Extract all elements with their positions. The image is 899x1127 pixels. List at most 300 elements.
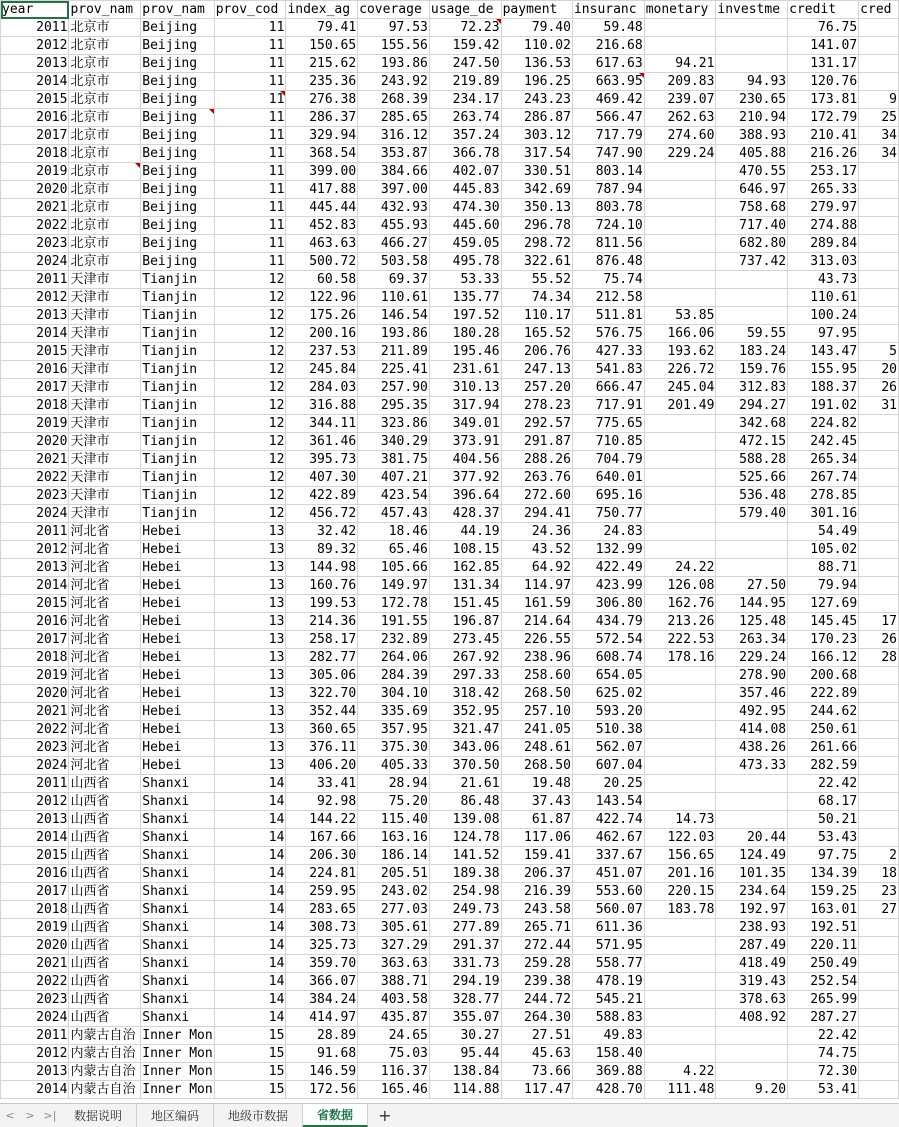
table-cell[interactable]: 239.38 bbox=[501, 973, 572, 991]
table-cell[interactable]: 64.92 bbox=[501, 559, 572, 577]
table-cell[interactable]: 山西省 bbox=[69, 901, 141, 919]
table-cell[interactable] bbox=[716, 1063, 788, 1081]
table-cell[interactable] bbox=[859, 271, 899, 289]
table-cell[interactable] bbox=[859, 253, 899, 271]
column-header-cell[interactable]: credit bbox=[788, 1, 859, 19]
table-cell[interactable]: 11 bbox=[214, 127, 286, 145]
table-cell[interactable]: 200.68 bbox=[788, 667, 859, 685]
table-cell[interactable]: 13 bbox=[214, 649, 286, 667]
table-cell[interactable]: 588.83 bbox=[572, 1009, 644, 1027]
table-cell[interactable] bbox=[859, 1045, 899, 1063]
table-cell[interactable]: 2016 bbox=[1, 109, 69, 127]
table-cell[interactable]: 368.54 bbox=[286, 145, 358, 163]
table-cell[interactable] bbox=[859, 1009, 899, 1027]
table-cell[interactable]: 423.99 bbox=[572, 577, 644, 595]
table-cell[interactable]: 163.01 bbox=[788, 901, 859, 919]
table-cell[interactable]: 178.16 bbox=[644, 649, 716, 667]
table-cell[interactable] bbox=[859, 739, 899, 757]
table-cell[interactable]: 211.89 bbox=[358, 343, 430, 361]
table-cell[interactable]: 259.95 bbox=[286, 883, 358, 901]
last-sheet-arrow-icon[interactable]: >| bbox=[43, 1109, 57, 1122]
table-cell[interactable]: 417.88 bbox=[286, 181, 358, 199]
table-cell[interactable]: 329.94 bbox=[286, 127, 358, 145]
table-cell[interactable]: 内蒙古自治 bbox=[69, 1027, 141, 1045]
table-cell[interactable]: 20.44 bbox=[716, 829, 788, 847]
table-cell[interactable] bbox=[644, 217, 716, 235]
table-cell[interactable] bbox=[716, 37, 788, 55]
table-cell[interactable]: 2022 bbox=[1, 973, 69, 991]
table-cell[interactable]: 33.41 bbox=[286, 775, 358, 793]
table-cell[interactable]: 279.97 bbox=[788, 199, 859, 217]
table-cell[interactable]: 640.01 bbox=[572, 469, 644, 487]
table-cell[interactable]: 23 bbox=[859, 883, 899, 901]
table-cell[interactable] bbox=[859, 1081, 899, 1099]
table-cell[interactable] bbox=[859, 973, 899, 991]
table-cell[interactable]: 434.79 bbox=[572, 613, 644, 631]
table-cell[interactable] bbox=[716, 775, 788, 793]
table-cell[interactable]: Shanxi bbox=[141, 1009, 214, 1027]
table-cell[interactable] bbox=[859, 451, 899, 469]
table-cell[interactable]: 19.48 bbox=[501, 775, 572, 793]
table-cell[interactable]: 108.15 bbox=[429, 541, 501, 559]
table-cell[interactable]: 327.29 bbox=[358, 937, 430, 955]
table-cell[interactable]: 750.77 bbox=[572, 505, 644, 523]
table-cell[interactable] bbox=[859, 199, 899, 217]
table-cell[interactable]: 97.75 bbox=[788, 847, 859, 865]
table-cell[interactable]: 2014 bbox=[1, 1081, 69, 1099]
table-cell[interactable]: 105.66 bbox=[358, 559, 430, 577]
table-cell[interactable]: Hebei bbox=[141, 757, 214, 775]
table-cell[interactable]: 432.93 bbox=[358, 199, 430, 217]
table-cell[interactable]: 14 bbox=[214, 919, 286, 937]
table-cell[interactable] bbox=[859, 721, 899, 739]
table-cell[interactable]: Shanxi bbox=[141, 829, 214, 847]
table-cell[interactable]: 13 bbox=[214, 721, 286, 739]
table-cell[interactable]: Hebei bbox=[141, 721, 214, 739]
table-cell[interactable]: 259.28 bbox=[501, 955, 572, 973]
table-cell[interactable]: 462.67 bbox=[572, 829, 644, 847]
table-cell[interactable]: 301.16 bbox=[788, 505, 859, 523]
table-cell[interactable]: 2013 bbox=[1, 559, 69, 577]
table-cell[interactable]: 2012 bbox=[1, 541, 69, 559]
table-cell[interactable]: 282.59 bbox=[788, 757, 859, 775]
table-cell[interactable]: 134.39 bbox=[788, 865, 859, 883]
table-cell[interactable]: 2023 bbox=[1, 487, 69, 505]
table-cell[interactable]: 357.24 bbox=[429, 127, 501, 145]
table-cell[interactable]: 172.56 bbox=[286, 1081, 358, 1099]
table-cell[interactable] bbox=[644, 793, 716, 811]
table-cell[interactable]: 11 bbox=[214, 37, 286, 55]
table-cell[interactable]: 11 bbox=[214, 91, 286, 109]
table-cell[interactable] bbox=[859, 307, 899, 325]
table-cell[interactable]: 61.87 bbox=[501, 811, 572, 829]
add-sheet-button[interactable]: + bbox=[378, 1106, 392, 1125]
table-cell[interactable]: 河北省 bbox=[69, 541, 141, 559]
table-cell[interactable]: 天津市 bbox=[69, 361, 141, 379]
table-cell[interactable]: 11 bbox=[214, 199, 286, 217]
table-cell[interactable]: Hebei bbox=[141, 541, 214, 559]
table-cell[interactable]: 山西省 bbox=[69, 847, 141, 865]
table-cell[interactable]: 617.63 bbox=[572, 55, 644, 73]
table-cell[interactable]: Hebei bbox=[141, 667, 214, 685]
table-cell[interactable] bbox=[644, 37, 716, 55]
table-cell[interactable]: 216.68 bbox=[572, 37, 644, 55]
table-cell[interactable]: Tianjin bbox=[141, 451, 214, 469]
table-cell[interactable]: 11 bbox=[214, 253, 286, 271]
table-cell[interactable]: 北京市 bbox=[69, 145, 141, 163]
table-cell[interactable] bbox=[859, 937, 899, 955]
table-cell[interactable]: 298.72 bbox=[501, 235, 572, 253]
table-cell[interactable]: 37.43 bbox=[501, 793, 572, 811]
table-cell[interactable]: 216.26 bbox=[788, 145, 859, 163]
table-cell[interactable]: 14 bbox=[214, 865, 286, 883]
table-cell[interactable]: 330.51 bbox=[501, 163, 572, 181]
table-cell[interactable]: 717.79 bbox=[572, 127, 644, 145]
table-cell[interactable]: 76.75 bbox=[788, 19, 859, 37]
table-cell[interactable]: 2015 bbox=[1, 343, 69, 361]
table-cell[interactable]: 396.64 bbox=[429, 487, 501, 505]
table-cell[interactable]: 258.17 bbox=[286, 631, 358, 649]
tab-region-codes[interactable]: 地区编码 bbox=[137, 1104, 214, 1127]
table-cell[interactable]: 363.63 bbox=[358, 955, 430, 973]
table-cell[interactable]: 758.68 bbox=[716, 199, 788, 217]
table-cell[interactable]: 2024 bbox=[1, 757, 69, 775]
table-cell[interactable]: 243.92 bbox=[358, 73, 430, 91]
table-cell[interactable]: Tianjin bbox=[141, 433, 214, 451]
table-cell[interactable]: 222.53 bbox=[644, 631, 716, 649]
table-cell[interactable]: 222.89 bbox=[788, 685, 859, 703]
table-cell[interactable] bbox=[644, 433, 716, 451]
table-cell[interactable]: Beijing bbox=[141, 163, 214, 181]
table-cell[interactable]: Shanxi bbox=[141, 793, 214, 811]
table-cell[interactable]: 天津市 bbox=[69, 343, 141, 361]
table-cell[interactable]: 445.44 bbox=[286, 199, 358, 217]
table-cell[interactable]: 292.57 bbox=[501, 415, 572, 433]
table-cell[interactable]: 189.38 bbox=[429, 865, 501, 883]
table-cell[interactable]: 2020 bbox=[1, 937, 69, 955]
table-cell[interactable] bbox=[859, 433, 899, 451]
table-cell[interactable]: 天津市 bbox=[69, 451, 141, 469]
table-cell[interactable] bbox=[859, 37, 899, 55]
table-cell[interactable] bbox=[716, 811, 788, 829]
table-cell[interactable]: 49.83 bbox=[572, 1027, 644, 1045]
table-cell[interactable]: 158.40 bbox=[572, 1045, 644, 1063]
table-cell[interactable]: 210.94 bbox=[716, 109, 788, 127]
table-cell[interactable]: 265.71 bbox=[501, 919, 572, 937]
table-cell[interactable]: 14 bbox=[214, 991, 286, 1009]
table-cell[interactable]: 73.66 bbox=[501, 1063, 572, 1081]
table-cell[interactable]: 272.60 bbox=[501, 487, 572, 505]
table-cell[interactable]: 79.94 bbox=[788, 577, 859, 595]
table-cell[interactable]: 428.70 bbox=[572, 1081, 644, 1099]
table-cell[interactable]: 135.77 bbox=[429, 289, 501, 307]
table-cell[interactable]: 316.88 bbox=[286, 397, 358, 415]
table-cell[interactable]: 248.61 bbox=[501, 739, 572, 757]
table-cell[interactable]: 328.77 bbox=[429, 991, 501, 1009]
table-cell[interactable]: 245.84 bbox=[286, 361, 358, 379]
table-cell[interactable]: 2021 bbox=[1, 955, 69, 973]
table-cell[interactable] bbox=[644, 955, 716, 973]
table-cell[interactable]: 201.49 bbox=[644, 397, 716, 415]
table-cell[interactable]: 545.21 bbox=[572, 991, 644, 1009]
table-cell[interactable]: 120.76 bbox=[788, 73, 859, 91]
table-cell[interactable]: 196.87 bbox=[429, 613, 501, 631]
table-cell[interactable]: 24.83 bbox=[572, 523, 644, 541]
table-cell[interactable]: 206.30 bbox=[286, 847, 358, 865]
table-cell[interactable]: Shanxi bbox=[141, 811, 214, 829]
table-cell[interactable]: Beijing bbox=[141, 145, 214, 163]
table-cell[interactable]: Inner Mon bbox=[142, 1082, 213, 1097]
table-cell[interactable]: 天津市 bbox=[69, 325, 141, 343]
table-cell[interactable] bbox=[644, 703, 716, 721]
table-cell[interactable]: 2013 bbox=[1, 55, 69, 73]
table-cell[interactable] bbox=[716, 541, 788, 559]
table-cell[interactable]: 2011 bbox=[1, 775, 69, 793]
table-cell[interactable]: 11 bbox=[214, 217, 286, 235]
table-cell[interactable]: Shanxi bbox=[141, 973, 214, 991]
table-cell[interactable]: 340.29 bbox=[358, 433, 430, 451]
table-cell[interactable]: 408.92 bbox=[716, 1009, 788, 1027]
table-cell[interactable]: 264.30 bbox=[501, 1009, 572, 1027]
table-cell[interactable]: 210.41 bbox=[788, 127, 859, 145]
table-cell[interactable]: 75.20 bbox=[358, 793, 430, 811]
table-cell[interactable]: 24.65 bbox=[358, 1027, 430, 1045]
table-cell[interactable]: 803.78 bbox=[572, 199, 644, 217]
table-cell[interactable]: 282.77 bbox=[286, 649, 358, 667]
table-cell[interactable] bbox=[716, 307, 788, 325]
table-cell[interactable] bbox=[716, 289, 788, 307]
table-cell[interactable]: 12 bbox=[214, 325, 286, 343]
table-cell[interactable]: 325.73 bbox=[286, 937, 358, 955]
table-cell[interactable]: 264.06 bbox=[358, 649, 430, 667]
table-cell[interactable]: 2012 bbox=[1, 793, 69, 811]
table-cell[interactable]: 141.52 bbox=[429, 847, 501, 865]
table-cell[interactable]: 166.06 bbox=[644, 325, 716, 343]
next-sheet-arrow-icon[interactable]: > bbox=[25, 1109, 35, 1122]
table-cell[interactable]: 267.74 bbox=[788, 469, 859, 487]
table-cell[interactable]: 406.20 bbox=[286, 757, 358, 775]
table-cell[interactable]: 159.41 bbox=[501, 847, 572, 865]
table-cell[interactable]: 14 bbox=[214, 937, 286, 955]
table-cell[interactable]: 122.96 bbox=[286, 289, 358, 307]
table-cell[interactable]: 21.61 bbox=[429, 775, 501, 793]
table-cell[interactable]: 15 bbox=[214, 1045, 286, 1063]
table-cell[interactable] bbox=[859, 595, 899, 613]
table-cell[interactable]: 265.33 bbox=[788, 181, 859, 199]
table-cell[interactable]: 243.58 bbox=[501, 901, 572, 919]
table-cell[interactable]: 318.42 bbox=[429, 685, 501, 703]
table-cell[interactable]: 12 bbox=[214, 307, 286, 325]
table-cell[interactable]: 59.48 bbox=[572, 19, 644, 37]
table-cell[interactable]: 562.07 bbox=[572, 739, 644, 757]
table-cell[interactable]: Hebei bbox=[141, 595, 214, 613]
table-cell[interactable]: 2022 bbox=[1, 469, 69, 487]
table-cell[interactable]: 13 bbox=[214, 613, 286, 631]
table-cell[interactable]: 内蒙古自治 bbox=[69, 1081, 141, 1099]
table-cell[interactable]: 215.62 bbox=[286, 55, 358, 73]
table-cell[interactable]: 山西省 bbox=[69, 1009, 141, 1027]
table-cell[interactable]: 388.71 bbox=[358, 973, 430, 991]
table-cell[interactable]: 72.23 bbox=[429, 19, 501, 37]
table-cell[interactable]: 13 bbox=[214, 667, 286, 685]
table-cell[interactable]: 209.83 bbox=[644, 73, 716, 91]
table-cell[interactable] bbox=[859, 505, 899, 523]
table-cell[interactable]: 876.48 bbox=[572, 253, 644, 271]
table-cell[interactable]: 273.45 bbox=[429, 631, 501, 649]
column-header-cell[interactable]: insuranc bbox=[572, 1, 644, 19]
table-cell[interactable]: 294.41 bbox=[501, 505, 572, 523]
table-cell[interactable] bbox=[644, 469, 716, 487]
tab-data-description[interactable]: 数据说明 bbox=[60, 1104, 137, 1127]
table-cell[interactable]: 2023 bbox=[1, 739, 69, 757]
table-cell[interactable]: 369.88 bbox=[572, 1063, 644, 1081]
table-cell[interactable]: 74.34 bbox=[501, 289, 572, 307]
table-cell[interactable]: 473.33 bbox=[716, 757, 788, 775]
table-cell[interactable]: 263.76 bbox=[501, 469, 572, 487]
column-header-cell[interactable]: investme bbox=[716, 1, 788, 19]
table-cell[interactable]: Hebei bbox=[141, 559, 214, 577]
table-cell[interactable]: 2018 bbox=[1, 397, 69, 415]
table-cell[interactable] bbox=[859, 775, 899, 793]
table-cell[interactable]: Shanxi bbox=[141, 991, 214, 1009]
table-cell[interactable]: 2017 bbox=[1, 127, 69, 145]
table-cell[interactable]: 576.75 bbox=[572, 325, 644, 343]
table-cell[interactable]: 170.23 bbox=[788, 631, 859, 649]
table-cell[interactable]: 405.88 bbox=[716, 145, 788, 163]
table-cell[interactable]: 河北省 bbox=[69, 559, 141, 577]
table-cell[interactable]: 131.17 bbox=[788, 55, 859, 73]
table-cell[interactable]: 5 bbox=[859, 343, 899, 361]
table-cell[interactable]: 2014 bbox=[1, 829, 69, 847]
table-cell[interactable]: 353.87 bbox=[358, 145, 430, 163]
table-cell[interactable]: 2017 bbox=[1, 883, 69, 901]
table-cell[interactable]: 244.62 bbox=[788, 703, 859, 721]
table-cell[interactable]: 2019 bbox=[1, 919, 69, 937]
table-cell[interactable]: 河北省 bbox=[69, 631, 141, 649]
table-cell[interactable]: 160.76 bbox=[286, 577, 358, 595]
table-cell[interactable]: 30.27 bbox=[429, 1027, 501, 1045]
table-cell[interactable] bbox=[644, 757, 716, 775]
table-cell[interactable]: 79.41 bbox=[286, 19, 358, 37]
table-cell[interactable]: 350.13 bbox=[501, 199, 572, 217]
table-cell[interactable]: 226.72 bbox=[644, 361, 716, 379]
table-cell[interactable]: 319.43 bbox=[716, 973, 788, 991]
column-header-cell[interactable]: cred bbox=[859, 1, 899, 19]
table-cell[interactable]: 2 bbox=[859, 847, 899, 865]
table-cell[interactable]: 666.47 bbox=[572, 379, 644, 397]
table-cell[interactable]: 26 bbox=[859, 379, 899, 397]
table-cell[interactable]: 2013 bbox=[1, 811, 69, 829]
table-cell[interactable]: 131.34 bbox=[429, 577, 501, 595]
table-cell[interactable]: 125.48 bbox=[716, 613, 788, 631]
table-cell[interactable]: 500.72 bbox=[286, 253, 358, 271]
table-cell[interactable]: 22.42 bbox=[788, 1027, 859, 1045]
table-cell[interactable]: 451.07 bbox=[572, 865, 644, 883]
table-cell[interactable]: 31 bbox=[859, 397, 899, 415]
table-cell[interactable]: 139.08 bbox=[429, 811, 501, 829]
table-cell[interactable]: 145.45 bbox=[788, 613, 859, 631]
table-cell[interactable]: 463.63 bbox=[286, 235, 358, 253]
table-cell[interactable]: 193.86 bbox=[358, 55, 430, 73]
table-cell[interactable]: 231.61 bbox=[429, 361, 501, 379]
table-cell[interactable]: 286.87 bbox=[501, 109, 572, 127]
table-cell[interactable]: 151.45 bbox=[429, 595, 501, 613]
table-cell[interactable] bbox=[859, 181, 899, 199]
table-cell[interactable]: 60.58 bbox=[286, 271, 358, 289]
table-cell[interactable]: 92.98 bbox=[286, 793, 358, 811]
table-cell[interactable] bbox=[859, 289, 899, 307]
table-cell[interactable]: 277.89 bbox=[429, 919, 501, 937]
table-cell[interactable]: Inner Mon bbox=[142, 1028, 213, 1043]
table-cell[interactable]: 20 bbox=[859, 361, 899, 379]
table-cell[interactable]: 284.03 bbox=[286, 379, 358, 397]
table-cell[interactable]: 541.83 bbox=[572, 361, 644, 379]
table-cell[interactable]: 206.37 bbox=[501, 865, 572, 883]
table-cell[interactable]: 511.81 bbox=[572, 307, 644, 325]
table-cell[interactable]: 407.30 bbox=[286, 469, 358, 487]
table-cell[interactable]: 238.93 bbox=[716, 919, 788, 937]
table-cell[interactable]: 455.93 bbox=[358, 217, 430, 235]
table-cell[interactable]: 381.75 bbox=[358, 451, 430, 469]
table-cell[interactable]: 110.17 bbox=[501, 307, 572, 325]
table-cell[interactable]: 14 bbox=[214, 793, 286, 811]
table-cell[interactable]: 河北省 bbox=[69, 667, 141, 685]
table-cell[interactable]: 357.95 bbox=[358, 721, 430, 739]
column-header-cell[interactable]: index_ag bbox=[286, 1, 358, 19]
table-cell[interactable] bbox=[859, 217, 899, 235]
table-cell[interactable]: 天津市 bbox=[69, 289, 141, 307]
table-cell[interactable]: 492.95 bbox=[716, 703, 788, 721]
table-cell[interactable]: 263.74 bbox=[429, 109, 501, 127]
table-cell[interactable]: 159.42 bbox=[429, 37, 501, 55]
table-cell[interactable]: 172.78 bbox=[358, 595, 430, 613]
column-header-cell[interactable]: monetary bbox=[644, 1, 716, 19]
table-cell[interactable]: Beijing bbox=[141, 73, 214, 91]
table-cell[interactable]: 195.46 bbox=[429, 343, 501, 361]
table-cell[interactable]: 山西省 bbox=[69, 883, 141, 901]
table-cell[interactable] bbox=[859, 955, 899, 973]
table-cell[interactable]: 201.16 bbox=[644, 865, 716, 883]
table-cell[interactable]: 234.17 bbox=[429, 91, 501, 109]
table-cell[interactable]: 278.85 bbox=[788, 487, 859, 505]
table-cell[interactable]: 13 bbox=[214, 523, 286, 541]
table-cell[interactable] bbox=[716, 55, 788, 73]
table-cell[interactable] bbox=[859, 577, 899, 595]
table-cell[interactable]: Beijing bbox=[141, 127, 214, 145]
table-cell[interactable]: 224.81 bbox=[286, 865, 358, 883]
table-cell[interactable]: Beijing bbox=[141, 181, 214, 199]
table-cell[interactable]: 12 bbox=[214, 271, 286, 289]
table-cell[interactable]: 2014 bbox=[1, 577, 69, 595]
table-cell[interactable]: 224.82 bbox=[788, 415, 859, 433]
table-cell[interactable]: Shanxi bbox=[141, 901, 214, 919]
table-cell[interactable]: 193.62 bbox=[644, 343, 716, 361]
table-cell[interactable]: 438.26 bbox=[716, 739, 788, 757]
table-cell[interactable]: Tianjin bbox=[141, 469, 214, 487]
table-cell[interactable]: Tianjin bbox=[141, 271, 214, 289]
table-cell[interactable]: 284.39 bbox=[358, 667, 430, 685]
table-cell[interactable] bbox=[644, 271, 716, 289]
table-cell[interactable]: Beijing bbox=[141, 55, 214, 73]
table-cell[interactable]: Hebei bbox=[141, 703, 214, 721]
table-cell[interactable]: 306.80 bbox=[572, 595, 644, 613]
table-cell[interactable]: 45.63 bbox=[501, 1045, 572, 1063]
table-cell[interactable]: 456.72 bbox=[286, 505, 358, 523]
table-cell[interactable]: 188.37 bbox=[788, 379, 859, 397]
table-cell[interactable]: 141.07 bbox=[788, 37, 859, 55]
table-cell[interactable]: 94.21 bbox=[644, 55, 716, 73]
table-cell[interactable]: 257.20 bbox=[501, 379, 572, 397]
